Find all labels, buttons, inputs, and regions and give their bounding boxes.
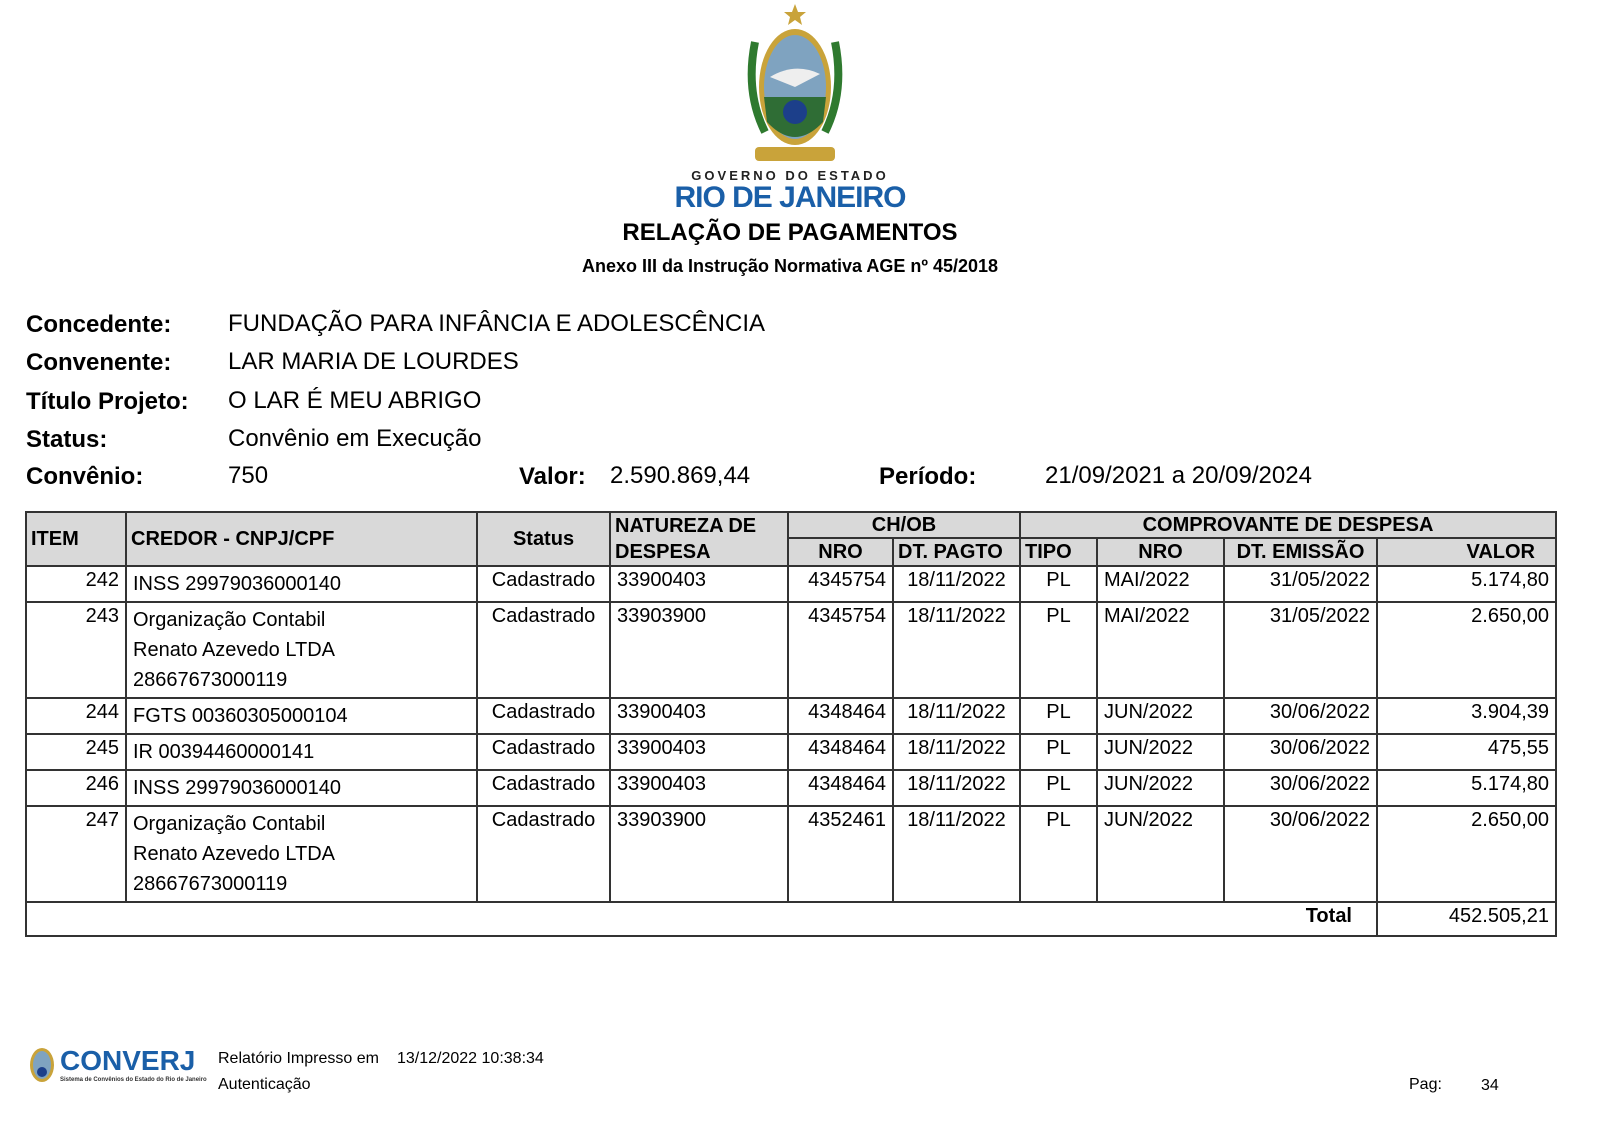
cell-nro: 4348464 (788, 734, 893, 770)
gov-line2-logo: RIO DE JANEIRO (674, 181, 906, 214)
col-status: Status (477, 512, 610, 566)
titulo-value: O LAR É MEU ABRIGO (228, 387, 482, 414)
cell-valor: 475,55 (1377, 734, 1556, 770)
cell-credor (126, 602, 477, 698)
converj-crest-icon (26, 1045, 58, 1085)
col-natureza: NATUREZA DE DESPESA (610, 512, 788, 566)
cell-nro2: JUN/2022 (1097, 806, 1224, 902)
page-subtitle: Anexo III da Instrução Normativa AGE nº 45/2018 (581, 256, 999, 276)
cell-status: Cadastrado (477, 566, 610, 602)
cell-dt-emissao: 31/05/2022 (1224, 566, 1377, 602)
cell-tipo: PL (1020, 602, 1097, 698)
concedente-label: Concedente: (26, 311, 172, 338)
col-credor: CREDOR - CNPJ/CPF (126, 512, 477, 566)
cell-nro2: MAI/2022 (1097, 566, 1224, 602)
credor-line: 28667673000119 (133, 873, 288, 895)
cell-dt-pagto: 18/11/2022 (893, 602, 1020, 698)
total-label: Total (26, 902, 1377, 936)
page-number: 34 (1481, 1077, 1499, 1094)
cell-tipo: PL (1020, 770, 1097, 806)
table-row (26, 566, 1556, 602)
cell-natureza: 33903900 (610, 602, 788, 698)
col-dt-emissao: DT. EMISSÃO (1224, 538, 1377, 566)
periodo-value: 21/09/2021 a 20/09/2024 (1045, 462, 1312, 489)
cell-nro2: MAI/2022 (1097, 602, 1224, 698)
convenente-label: Convenente: (26, 349, 172, 376)
table-row (26, 770, 1556, 806)
convenente-value: LAR MARIA DE LOURDES (228, 348, 519, 375)
cell-item: 242 (26, 566, 126, 602)
converj-logo: CONVERJ (60, 1045, 196, 1076)
state-coat-of-arms-icon (735, 2, 855, 167)
cell-status: Cadastrado (477, 602, 610, 698)
cell-status: Cadastrado (477, 698, 610, 734)
credor-line: Organização Contabil (133, 813, 326, 835)
auth-label: Autenticação (218, 1076, 311, 1093)
credor-line: Renato Azevedo LTDA (133, 639, 335, 661)
cell-nro2: JUN/2022 (1097, 770, 1224, 806)
cell-credor (126, 806, 477, 902)
cell-nro2: JUN/2022 (1097, 734, 1224, 770)
periodo-label: Período: (879, 463, 977, 490)
cell-status: Cadastrado (477, 806, 610, 902)
cell-natureza: 33903900 (610, 806, 788, 902)
cell-credor (126, 698, 477, 734)
cell-valor: 5.174,80 (1377, 566, 1556, 602)
cell-dt-emissao: 31/05/2022 (1224, 602, 1377, 698)
cell-nro2: JUN/2022 (1097, 698, 1224, 734)
valor-value: 2.590.869,44 (610, 462, 751, 489)
cell-credor (126, 734, 477, 770)
cell-dt-pagto: 18/11/2022 (893, 566, 1020, 602)
cell-valor: 5.174,80 (1377, 770, 1556, 806)
page-title: RELAÇÃO DE PAGAMENTOS (622, 219, 958, 246)
cell-nro: 4348464 (788, 698, 893, 734)
cell-status: Cadastrado (477, 770, 610, 806)
cell-natureza: 33900403 (610, 734, 788, 770)
credor-line: IR 00394460000141 (133, 741, 315, 763)
col-chob: CH/OB (788, 512, 1020, 538)
cell-item: 245 (26, 734, 126, 770)
cell-dt-pagto: 18/11/2022 (893, 734, 1020, 770)
cell-natureza: 33900403 (610, 698, 788, 734)
credor-line: 28667673000119 (133, 669, 288, 691)
col-tipo: TIPO (1020, 538, 1097, 566)
gov-line1: GOVERNO DO ESTADO (691, 168, 889, 183)
cell-natureza: 33900403 (610, 770, 788, 806)
credor-line: INSS 29979036000140 (133, 777, 341, 799)
status-label: Status: (26, 426, 108, 453)
credor-line: INSS 29979036000140 (133, 573, 341, 595)
credor-line: FGTS 00360305000104 (133, 705, 348, 727)
status-value: Convênio em Execução (228, 425, 482, 452)
cell-dt-emissao: 30/06/2022 (1224, 734, 1377, 770)
page-label: Pag: (1409, 1076, 1442, 1093)
printed-date: 13/12/2022 10:38:34 (397, 1050, 544, 1067)
cell-tipo: PL (1020, 566, 1097, 602)
col-dt-pagto: DT. PAGTO (893, 538, 1020, 566)
cell-valor: 2.650,00 (1377, 806, 1556, 902)
convenio-label: Convênio: (26, 463, 144, 490)
col-comprovante: COMPROVANTE DE DESPESA (1020, 512, 1556, 538)
cell-tipo: PL (1020, 698, 1097, 734)
col-item: ITEM (26, 512, 126, 566)
cell-dt-emissao: 30/06/2022 (1224, 698, 1377, 734)
credor-line: Organização Contabil (133, 609, 326, 631)
cell-dt-pagto: 18/11/2022 (893, 770, 1020, 806)
total-row (26, 902, 1556, 936)
cell-nro: 4352461 (788, 806, 893, 902)
cell-tipo: PL (1020, 734, 1097, 770)
cell-dt-emissao: 30/06/2022 (1224, 806, 1377, 902)
cell-nro: 4345754 (788, 566, 893, 602)
col-nro: NRO (788, 538, 893, 566)
table-row (26, 734, 1556, 770)
cell-natureza: 33900403 (610, 566, 788, 602)
cell-item: 246 (26, 770, 126, 806)
total-value: 452.505,21 (1377, 902, 1556, 936)
titulo-label: Título Projeto: (26, 388, 189, 415)
table-row (26, 602, 1556, 698)
cell-nro: 4348464 (788, 770, 893, 806)
cell-status: Cadastrado (477, 734, 610, 770)
cell-item: 244 (26, 698, 126, 734)
cell-dt-emissao: 30/06/2022 (1224, 770, 1377, 806)
cell-dt-pagto: 18/11/2022 (893, 698, 1020, 734)
convenio-value: 750 (228, 462, 269, 489)
cell-valor: 2.650,00 (1377, 602, 1556, 698)
converj-logo-sub: Sistema de Convênios do Estado do Rio de Janeiro (60, 1077, 207, 1083)
col-nro2: NRO (1097, 538, 1224, 566)
table-row (26, 698, 1556, 734)
cell-credor (126, 566, 477, 602)
cell-valor: 3.904,39 (1377, 698, 1556, 734)
printed-label: Relatório Impresso em (218, 1050, 379, 1067)
credor-line: Renato Azevedo LTDA (133, 843, 335, 865)
concedente-value: FUNDAÇÃO PARA INFÂNCIA E ADOLESCÊNCIA (228, 310, 766, 337)
cell-credor (126, 770, 477, 806)
cell-item: 243 (26, 602, 126, 698)
cell-nro: 4345754 (788, 602, 893, 698)
col-valor: VALOR (1377, 538, 1556, 566)
table-row (26, 806, 1556, 902)
payments-table (25, 511, 1557, 937)
cell-tipo: PL (1020, 806, 1097, 902)
valor-label: Valor: (519, 463, 586, 490)
cell-dt-pagto: 18/11/2022 (893, 806, 1020, 902)
cell-item: 247 (26, 806, 126, 902)
